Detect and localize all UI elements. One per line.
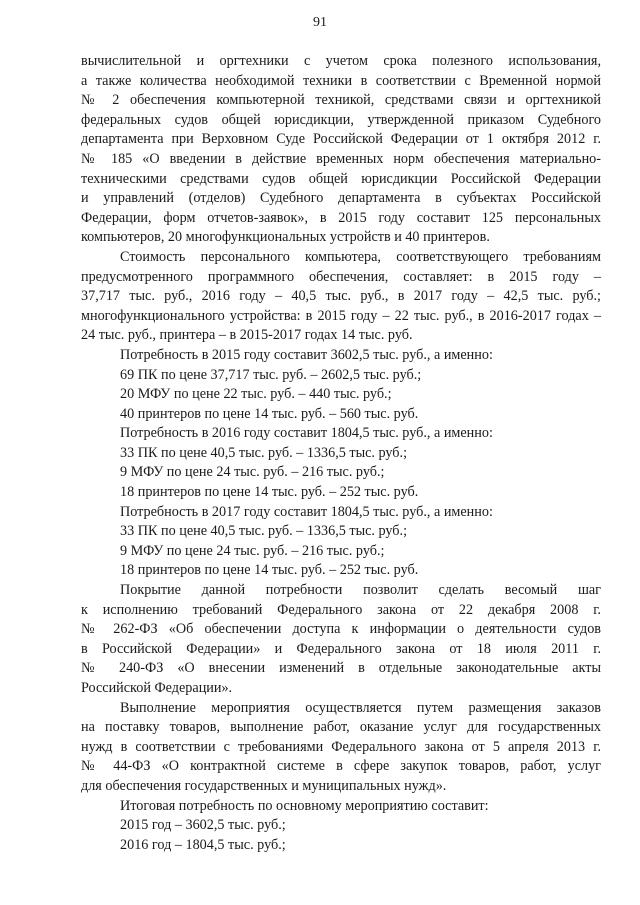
summary-list: [81, 797, 601, 856]
text-line: № 2 обеспечения компьютерной техникой, средствами связи и оргтехникой: [81, 92, 601, 109]
list-item: 33 ПК по цене 40,5 тыс. руб. – 1336,5 тыс. руб.;: [120, 444, 408, 461]
document-body: [81, 52, 601, 855]
text-line: Федерации, форм отчетов-заявок», в 2015 году составит 125 персональных: [81, 209, 601, 226]
list-item: 20 МФУ по цене 22 тыс. руб. – 440 тыс. руб.;: [120, 386, 392, 403]
text-line: а также количества необходимой техники в соответствии с Временной нормой: [81, 72, 601, 89]
text-line: многофункционального устройства: в 2015 году – 22 тыс. руб., в 2016-2017 годах –: [81, 307, 601, 324]
needs-list: [81, 346, 601, 581]
text-line: № 240-ФЗ «О внесении изменений в отдельные законодательные акты: [81, 660, 601, 677]
text-line: 37,717 тыс. руб., 2016 году – 40,5 тыс. руб., в 2017 году – 42,5 тыс. руб.;: [81, 288, 601, 305]
paragraph-equipment-norm: [81, 52, 601, 248]
list-item: Потребность в 2017 году составит 1804,5 тыс. руб., а именно:: [120, 503, 493, 520]
summary-item: 2015 год – 3602,5 тыс. руб.;: [120, 817, 286, 834]
list-item: 69 ПК по цене 37,717 тыс. руб. – 2602,5 тыс. руб.;: [120, 366, 422, 383]
text-line: 24 тыс. руб., принтера – в 2015-2017 годах 14 тыс. руб.: [81, 327, 413, 344]
list-item: 9 МФУ по цене 24 тыс. руб. – 216 тыс. руб.;: [120, 464, 385, 481]
text-line: № 44-ФЗ «О контрактной системе в сфере закупок товаров, работ, услуг: [81, 758, 601, 775]
text-line: федеральных судов общей юрисдикции, утвержденной приказом Судебного: [81, 111, 601, 128]
text-line: Выполнение мероприятия осуществляется путем размещения заказов: [120, 699, 601, 716]
page-number: 91: [313, 15, 327, 30]
text-line: № 185 «О введении в действие временных норм обеспечения материально-: [81, 150, 601, 167]
list-item: 33 ПК по цене 40,5 тыс. руб. – 1336,5 тыс. руб.;: [120, 523, 408, 540]
text-line: Стоимость персонального компьютера, соответствующего требованиям: [120, 248, 601, 265]
list-item: 9 МФУ по цене 24 тыс. руб. – 216 тыс. руб.;: [120, 542, 385, 559]
text-line: предусмотренного программного обеспечения, составляет: в 2015 году –: [81, 268, 601, 285]
text-line: к исполнению требований Федерального закона от 22 декабря 2008 г.: [81, 601, 601, 618]
paragraph-costs: [81, 248, 601, 346]
text-line: № 262-ФЗ «Об обеспечении доступа к информации о деятельности судов: [81, 621, 601, 638]
text-line: в Российской Федерации» и Федерального закона от 18 июля 2011 г.: [81, 640, 601, 657]
summary-item: 2016 год – 1804,5 тыс. руб.;: [120, 836, 286, 853]
paragraph-procurement: [81, 699, 601, 797]
list-item: 18 принтеров по цене 14 тыс. руб. – 252 тыс. руб.: [120, 562, 419, 579]
summary-item: Итоговая потребность по основному мероприятию составит:: [120, 797, 489, 814]
text-line: техническими средствами судов общей юрисдикции Российской Федерации: [81, 170, 601, 187]
text-line: Покрытие данной потребности позволит сделать весомый шаг: [120, 582, 601, 599]
list-item: Потребность в 2015 году составит 3602,5 тыс. руб., а именно:: [120, 346, 493, 363]
text-line: и управлений (отделов) Судебного департамента в субъектах Российской: [81, 190, 601, 207]
text-line: нужд в соответствии с требованиями Федерального закона от 5 апреля 2013 г.: [81, 738, 601, 755]
text-line: Российской Федерации».: [81, 680, 233, 696]
text-line: для обеспечения государственных и муниципальных нужд».: [81, 777, 447, 794]
paragraph-coverage: [81, 581, 601, 699]
list-item: Потребность в 2016 году составит 1804,5 тыс. руб., а именно:: [120, 425, 493, 442]
list-item: 18 принтеров по цене 14 тыс. руб. – 252 тыс. руб.: [120, 484, 419, 501]
text-line: на поставку товаров, выполнение работ, оказание услуг для государственных: [81, 719, 601, 736]
list-item: 40 принтеров по цене 14 тыс. руб. – 560 тыс. руб.: [120, 405, 419, 422]
text-line: департамента при Верховном Суде Российской Федерации от 1 октября 2012 г.: [81, 131, 601, 148]
text-line: вычислительной и оргтехники с учетом срока полезного использования,: [81, 53, 601, 69]
text-line: компьютеров, 20 многофункциональных устройств и 40 принтеров.: [81, 229, 490, 246]
